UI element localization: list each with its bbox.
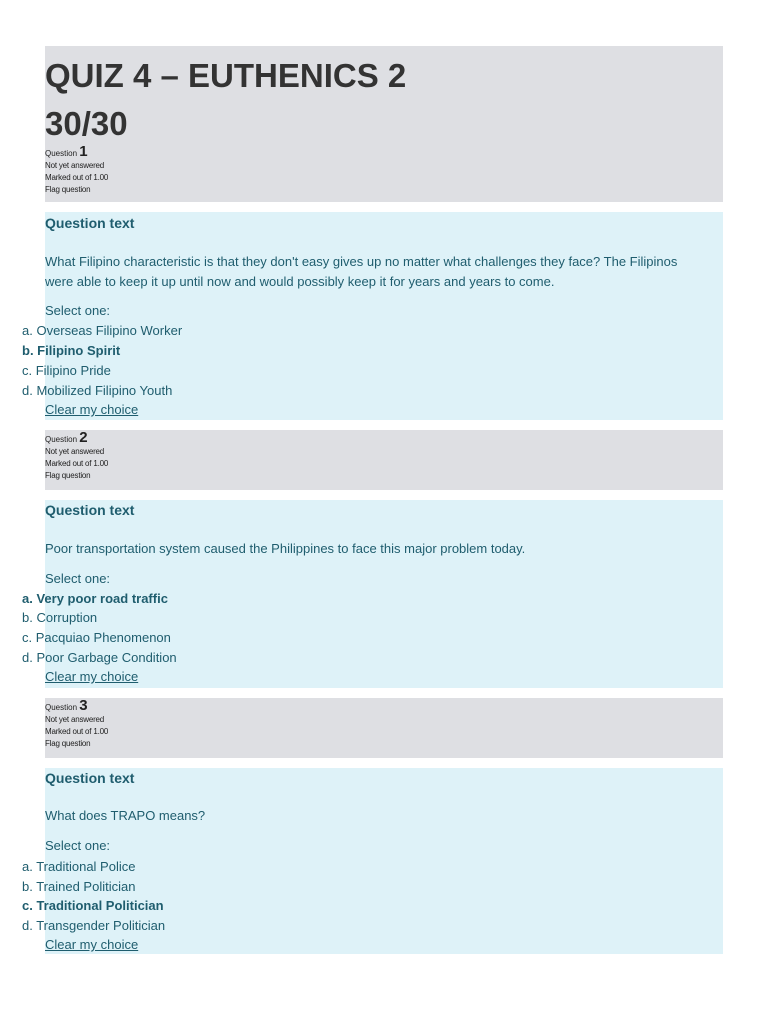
answer-option-selected[interactable]: a. Very poor road traffic bbox=[22, 591, 168, 606]
answer-option-selected[interactable]: c. Traditional Politician bbox=[22, 898, 164, 913]
answer-option[interactable]: a. Overseas Filipino Worker bbox=[22, 323, 183, 338]
quiz-title: QUIZ 4 – EUTHENICS 2 bbox=[45, 57, 407, 94]
question-number: 1 bbox=[79, 143, 88, 160]
flag-question-link[interactable]: Flag question bbox=[45, 739, 91, 748]
question-info-3 bbox=[45, 697, 109, 750]
question-label: Question bbox=[45, 703, 78, 712]
question-number: 3 bbox=[79, 697, 88, 714]
clear-choice-link[interactable]: Clear my choice bbox=[45, 937, 139, 952]
question-marks: Marked out of 1.00 bbox=[45, 727, 109, 736]
answer-option[interactable]: d. Poor Garbage Condition bbox=[22, 650, 177, 665]
answer-option[interactable]: c. Pacquiao Phenomenon bbox=[22, 630, 171, 645]
select-one-label: Select one: bbox=[45, 303, 111, 318]
answer-option-selected[interactable]: b. Filipino Spirit bbox=[22, 343, 121, 358]
quiz-score: 30/30 bbox=[45, 105, 128, 142]
question-number: 2 bbox=[79, 429, 88, 446]
question-marks: Marked out of 1.00 bbox=[45, 459, 109, 468]
question-info-1 bbox=[45, 143, 109, 196]
quiz-header bbox=[45, 46, 723, 202]
question-text: What Filipino characteristic is that they don't easy gives up no matter what challenges they face? The Filipinos were able to keep it up until now and would possibly keep it for years and years to come. bbox=[45, 254, 678, 289]
question-status: Not yet answered bbox=[45, 447, 105, 456]
question-status: Not yet answered bbox=[45, 161, 105, 170]
question-text-heading: Question text bbox=[45, 215, 135, 231]
answer-option[interactable]: c. Filipino Pride bbox=[22, 363, 111, 378]
question-label: Question bbox=[45, 435, 78, 444]
select-one-label: Select one: bbox=[45, 838, 111, 853]
question-text-heading: Question text bbox=[45, 502, 135, 518]
answer-option[interactable]: b. Corruption bbox=[22, 610, 98, 625]
question-text-heading: Question text bbox=[45, 770, 135, 786]
question-marks: Marked out of 1.00 bbox=[45, 173, 109, 182]
question-header-3 bbox=[45, 698, 723, 758]
question-header-2 bbox=[45, 430, 723, 490]
answer-option[interactable]: b. Trained Politician bbox=[22, 879, 136, 894]
answer-option[interactable]: d. Mobilized Filipino Youth bbox=[22, 383, 173, 398]
answer-option[interactable]: a. Traditional Police bbox=[22, 859, 136, 874]
question-info-2 bbox=[45, 429, 109, 482]
question-label: Question bbox=[45, 149, 78, 158]
answer-option[interactable]: d. Transgender Politician bbox=[22, 918, 166, 933]
flag-question-link[interactable]: Flag question bbox=[45, 471, 91, 480]
flag-question-link[interactable]: Flag question bbox=[45, 185, 91, 194]
clear-choice-link[interactable]: Clear my choice bbox=[45, 669, 139, 684]
question-text: Poor transportation system caused the Philippines to face this major problem today. bbox=[45, 541, 526, 556]
select-one-label: Select one: bbox=[45, 571, 111, 586]
question-text: What does TRAPO means? bbox=[45, 808, 206, 823]
question-status: Not yet answered bbox=[45, 715, 105, 724]
clear-choice-link[interactable]: Clear my choice bbox=[45, 402, 139, 417]
